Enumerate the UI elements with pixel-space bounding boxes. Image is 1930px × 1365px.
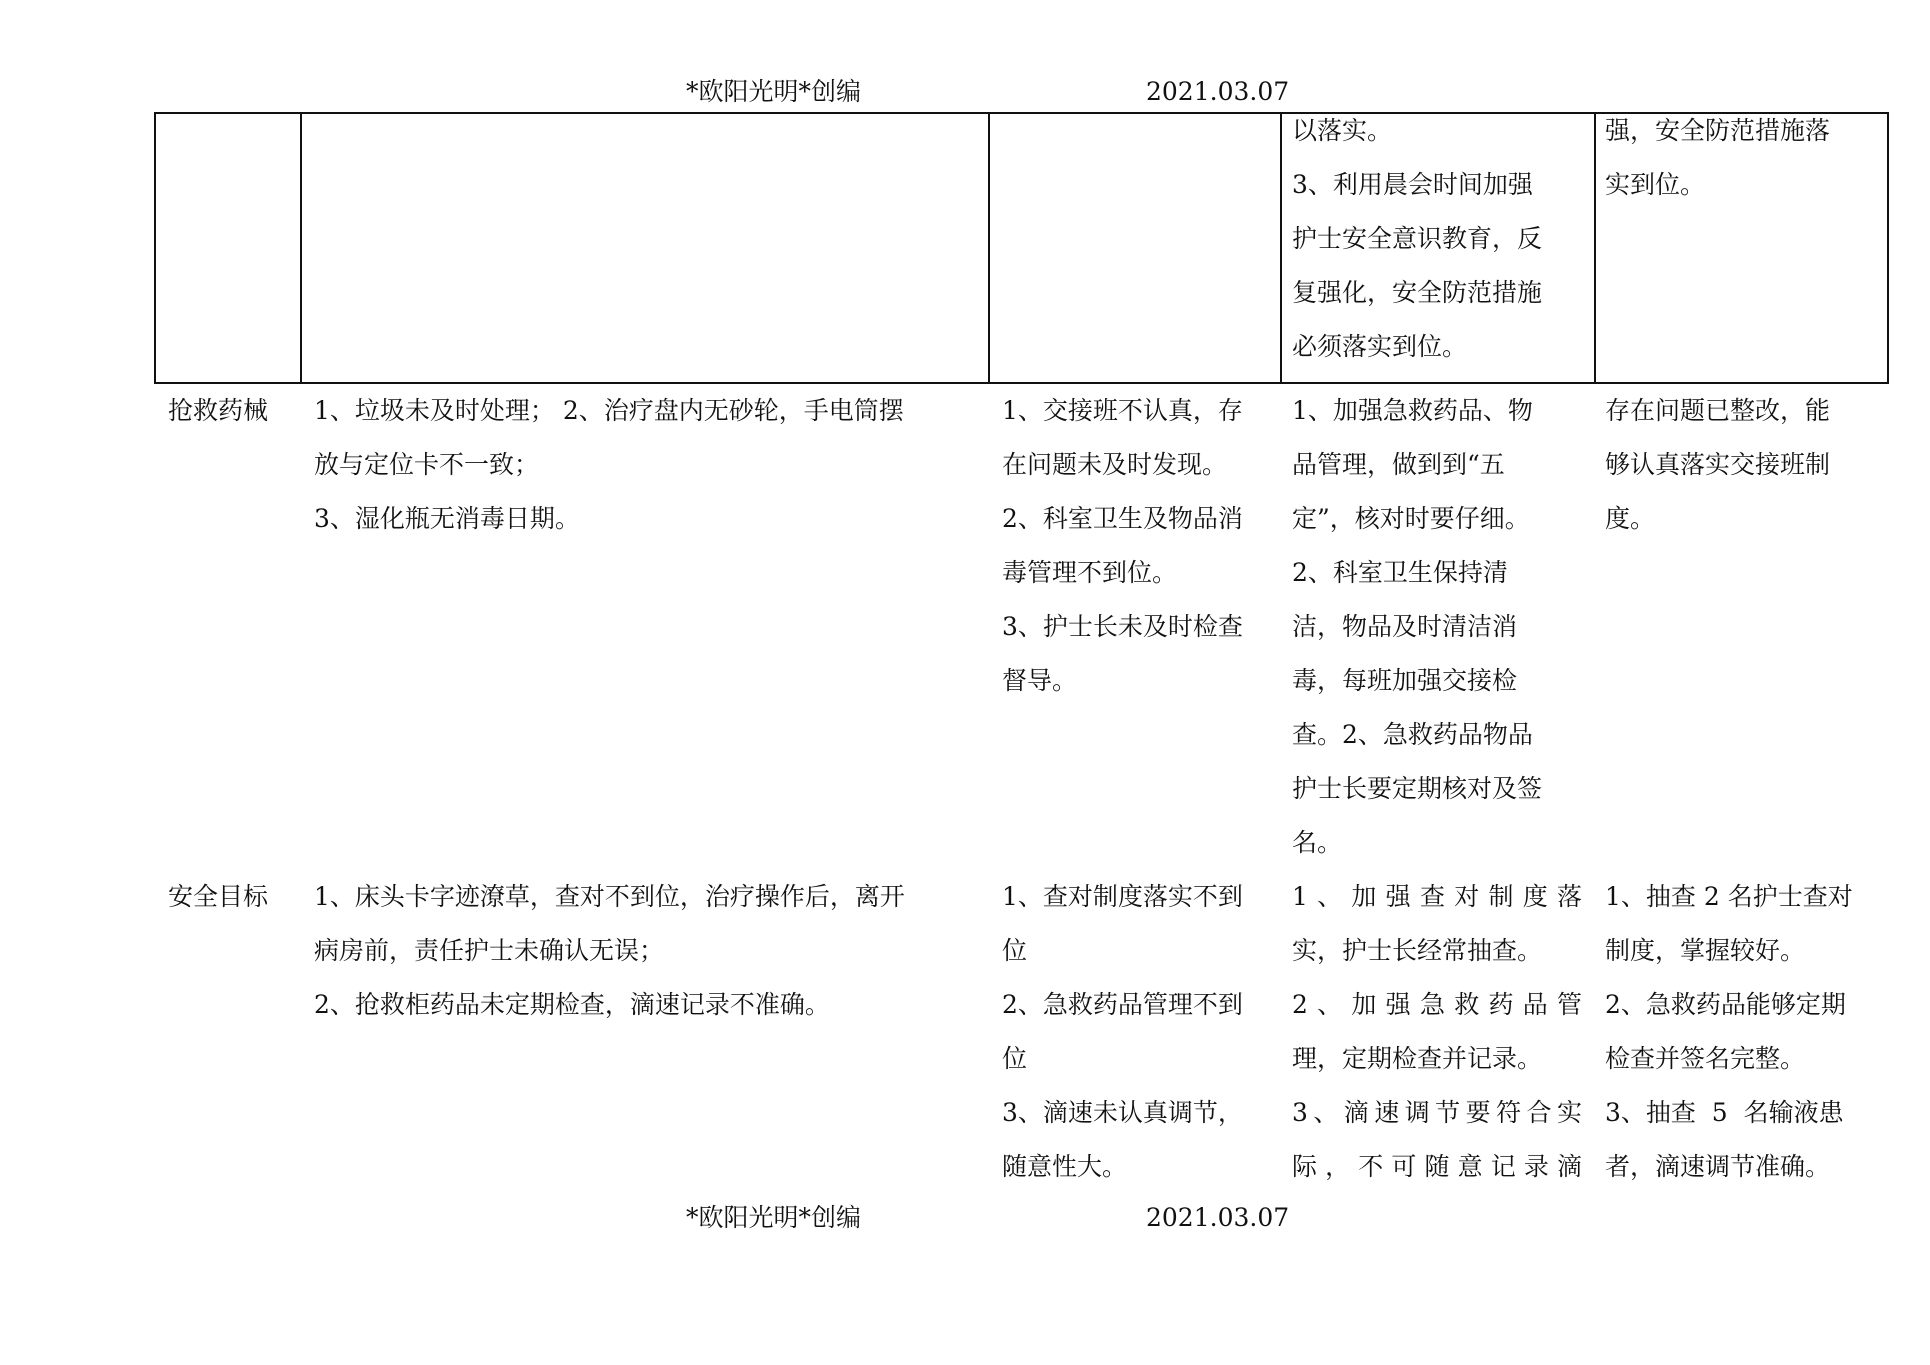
text-line: 1、抽查 2 名护士查对 <box>1605 882 1853 911</box>
causes-cell <box>1002 870 1277 1194</box>
table-border-left <box>154 112 156 384</box>
problems-cell <box>314 384 974 546</box>
text-line: 1、查对制度落实不到 <box>1002 882 1243 911</box>
text-line: 放与定位卡不一致； <box>314 450 540 479</box>
text-line: 护士长要定期核对及签 <box>1292 774 1543 803</box>
text-line: 1、交接班不认真，存 <box>1002 396 1243 425</box>
measures-cell <box>1292 384 1582 870</box>
table-border-col1 <box>300 112 302 384</box>
results-cell <box>1605 384 1875 546</box>
text-line: 2、加强急救药品管 <box>1292 990 1582 1019</box>
text-line: 2、科室卫生及物品消 <box>1002 504 1243 533</box>
text-line: 随意性大。 <box>1002 1152 1128 1181</box>
text-line: 制度，掌握较好。 <box>1605 936 1806 965</box>
text-line: 毒，每班加强交接检 <box>1292 666 1518 695</box>
header-date: 2021.03.07 <box>1146 77 1290 106</box>
text-line: 品管理，做到到“五 <box>1292 450 1505 479</box>
text-line: 必须落实到位。 <box>1292 332 1468 361</box>
causes-cell <box>1002 384 1277 708</box>
measures-cell <box>1292 870 1582 1194</box>
text-line: 位 <box>1002 1044 1028 1073</box>
text-line: 2、科室卫生保持清 <box>1292 558 1508 587</box>
table-border-col3 <box>1280 112 1282 384</box>
text-line: 名。 <box>1292 828 1343 857</box>
text-line: 度。 <box>1605 504 1656 533</box>
text-line: 2、急救药品能够定期 <box>1605 990 1846 1019</box>
row-label-cell <box>168 870 288 924</box>
text-line: 1、床头卡字迹潦草，查对不到位，治疗操作后，离开 <box>314 882 905 911</box>
text-line: 存在问题已整改，能 <box>1605 396 1831 425</box>
text-line: 洁，物品及时清洁消 <box>1292 612 1518 641</box>
text-line: 1、加强查对制度落 <box>1292 882 1582 911</box>
text-line: 3、湿化瓶无消毒日期。 <box>314 504 580 533</box>
row-label: 安全目标 <box>168 882 269 911</box>
text-line: 病房前，责任护士未确认无误； <box>314 936 665 965</box>
text-line: 督导。 <box>1002 666 1078 695</box>
problems-cell <box>314 870 974 1032</box>
text-line: 3、利用晨会时间加强 <box>1292 170 1533 199</box>
text-line: 3、滴速调节要符合实 <box>1292 1098 1582 1127</box>
row-label-cell <box>168 384 288 438</box>
text-line: 者，滴速调节准确。 <box>1605 1152 1831 1181</box>
header-author: *欧阳光明*创编 <box>686 77 862 106</box>
text-line: 护士安全意识教育，反 <box>1292 224 1543 253</box>
text-line: 实，护士长经常抽查。 <box>1292 936 1543 965</box>
text-line: 强，安全防范措施落 <box>1605 116 1831 145</box>
text-line: 2、急救药品管理不到 <box>1002 990 1243 1019</box>
text-line: 复强化，安全防范措施 <box>1292 278 1543 307</box>
text-line: 够认真落实交接班制 <box>1605 450 1831 479</box>
text-line: 毒管理不到位。 <box>1002 558 1178 587</box>
text-line: 3、护士长未及时检查 <box>1002 612 1243 641</box>
results-cell <box>1605 870 1880 1194</box>
text-line: 查。2、急救药品物品 <box>1292 720 1533 749</box>
table-border-col4 <box>1594 112 1596 384</box>
text-line: 以落实。 <box>1292 116 1393 145</box>
continued-measures-cell <box>1292 104 1572 374</box>
text-line: 定”，核对时要仔细。 <box>1292 504 1530 533</box>
text-line: 在问题未及时发现。 <box>1002 450 1228 479</box>
text-line: 1、垃圾未及时处理； 2、治疗盘内无砂轮，手电筒摆 <box>314 396 904 425</box>
footer-author: *欧阳光明*创编 <box>686 1203 862 1232</box>
text-line: 理，定期检查并记录。 <box>1292 1044 1543 1073</box>
footer-date: 2021.03.07 <box>1146 1203 1290 1232</box>
table-border-col2 <box>988 112 990 384</box>
text-line: 3、滴速未认真调节， <box>1002 1098 1243 1127</box>
text-line: 检查并签名完整。 <box>1605 1044 1806 1073</box>
row-label: 抢救药械 <box>168 396 269 425</box>
continued-results-cell <box>1605 104 1875 212</box>
text-line: 际，不可随意记录滴 <box>1292 1152 1582 1181</box>
text-line: 实到位。 <box>1605 170 1706 199</box>
text-line: 位 <box>1002 936 1028 965</box>
table-border-right <box>1887 112 1889 384</box>
text-line: 1、加强急救药品、物 <box>1292 396 1533 425</box>
text-line: 3、抽查 5 名输液患 <box>1605 1098 1844 1127</box>
text-line: 2、抢救柜药品未定期检查，滴速记录不准确。 <box>314 990 830 1019</box>
